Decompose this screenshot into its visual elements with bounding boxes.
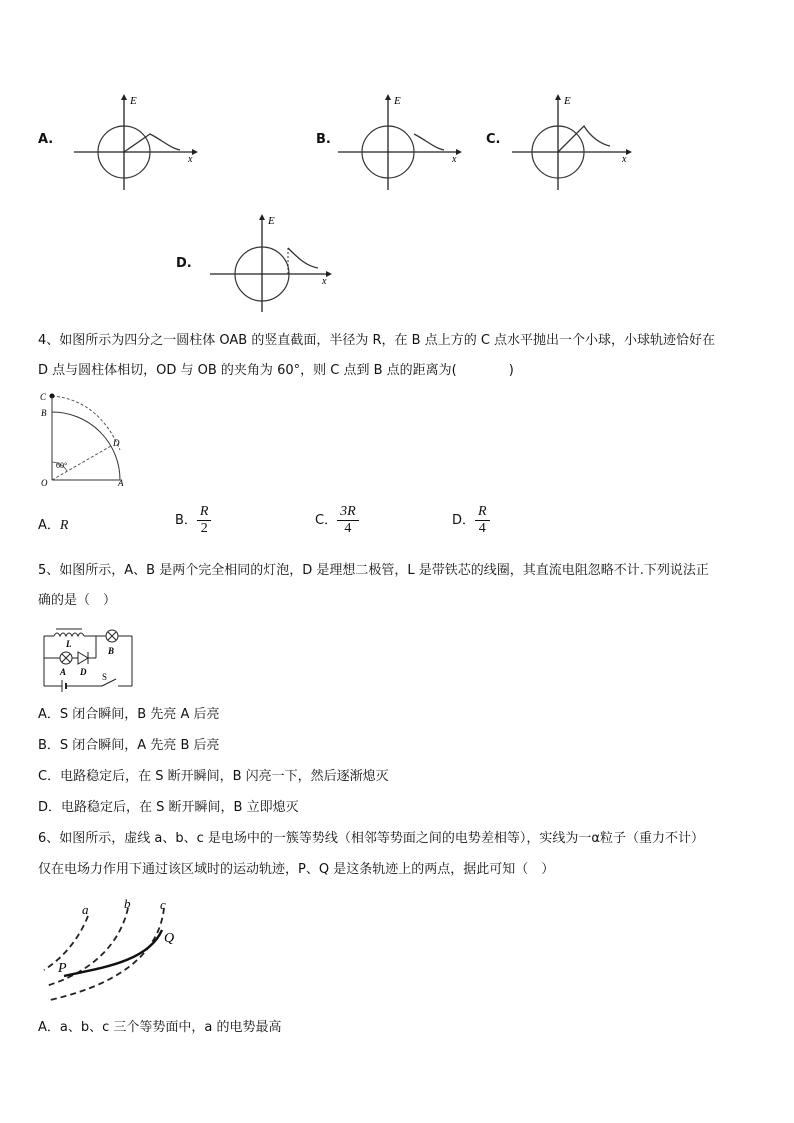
q6-label-b: b xyxy=(124,896,131,911)
q4-option-c xyxy=(315,504,359,537)
q5-label-d: D xyxy=(80,667,87,677)
q6-label-a: a xyxy=(82,902,89,917)
q4-option-a-value: R xyxy=(59,518,69,533)
q4-stem-line2: D 点与圆柱体相切，OD 与 OB 的夹角为 60°，则 C 点到 B 点的距离为( ) xyxy=(38,363,514,378)
q4-option-b-label: B． xyxy=(175,513,197,528)
q3-graph-a xyxy=(70,92,200,192)
q4-option-a xyxy=(38,514,68,534)
q4-option-c-label: C． xyxy=(315,513,338,528)
q5-stem-line1: 5、如图所示，A、B 是两个完全相同的灯泡，D 是理想二极管，L 是带铁芯的线圈，其直流电阻忽略不计.下列说法正 xyxy=(38,563,709,578)
q4-option-b-denominator: 2 xyxy=(200,521,208,536)
q5-option-b: B．S 闭合瞬间，A 先亮 B 后亮 xyxy=(38,738,220,753)
q4-option-d-fraction xyxy=(475,504,490,537)
q3-option-c-label: C. xyxy=(486,132,501,147)
q5-label-s: S xyxy=(102,672,108,682)
q5-circuit-figure xyxy=(40,624,140,694)
q3-d-axis-e: E xyxy=(268,215,275,227)
q4-label-b: B xyxy=(41,408,47,418)
q5-option-a: A．S 闭合瞬间，B 先亮 A 后亮 xyxy=(38,707,220,722)
q3-c-axis-x: x xyxy=(622,154,627,165)
q3-a-axis-e: E xyxy=(130,95,137,107)
q4-option-d xyxy=(452,504,490,537)
q4-label-d: D xyxy=(113,438,120,448)
q3-a-axis-x: x xyxy=(188,154,193,165)
q4-option-d-numerator: R xyxy=(475,504,490,521)
q4-option-d-label: D． xyxy=(452,513,476,528)
q6-stem-line2: 仅在电场力作用下通过该区域时的运动轨迹，P、Q 是这条轨迹上的两点，据此可知（ ） xyxy=(38,862,555,877)
q4-option-c-fraction xyxy=(337,504,359,537)
q4-option-c-denominator: 4 xyxy=(344,521,352,536)
q6-option-a: A．a、b、c 三个等势面中，a 的电势最高 xyxy=(38,1020,282,1035)
q5-label-b: B xyxy=(108,646,115,656)
q3-b-axis-x: x xyxy=(452,154,457,165)
q6-label-p: P xyxy=(58,961,67,976)
q3-b-axis-e: E xyxy=(394,95,401,107)
q6-label-c: c xyxy=(160,897,166,912)
q3-option-d-label: D. xyxy=(176,256,192,271)
q3-graph-d xyxy=(206,212,336,314)
q3-graph-c xyxy=(508,92,638,192)
q4-option-c-numerator: 3R xyxy=(337,504,359,521)
q6-figure xyxy=(40,896,190,1008)
q3-option-a-label: A. xyxy=(38,132,54,147)
q4-option-a-label: A． xyxy=(38,518,60,533)
q4-label-angle: 60° xyxy=(56,461,68,470)
q5-label-a: A xyxy=(60,667,67,677)
q4-label-a: A xyxy=(118,478,124,488)
q6-label-q: Q xyxy=(164,931,175,946)
q3-c-axis-e: E xyxy=(564,95,571,107)
q4-option-d-denominator: 4 xyxy=(478,521,486,536)
q5-option-d: D．电路稳定后，在 S 断开瞬间，B 立即熄灭 xyxy=(38,800,299,815)
q4-label-c: C xyxy=(40,392,47,402)
q4-option-b-numerator: R xyxy=(197,504,212,521)
q3-graph-b xyxy=(334,92,464,192)
q4-label-o: O xyxy=(41,478,48,488)
q3-d-axis-x: x xyxy=(322,276,327,287)
q5-option-c: C．电路稳定后，在 S 断开瞬间，B 闪亮一下，然后逐渐熄灭 xyxy=(38,769,389,784)
q6-stem-line1: 6、如图所示，虚线 a、b、c 是电场中的一簇等势线（相邻等势面之间的电势差相等），实线为一α粒子（重力不计） xyxy=(38,831,704,846)
q4-option-b-fraction xyxy=(197,504,212,537)
q5-label-l: L xyxy=(66,639,72,649)
q4-option-b xyxy=(175,504,211,537)
q4-stem-line1: 4、如图所示为四分之一圆柱体 OAB 的竖直截面，半径为 R，在 B 点上方的 C 点水平抛出一个小球，小球轨迹恰好在 xyxy=(38,333,716,348)
q5-stem-line2: 确的是（ ） xyxy=(38,593,117,608)
q3-option-b-label: B. xyxy=(316,132,331,147)
q4-figure xyxy=(38,388,138,490)
